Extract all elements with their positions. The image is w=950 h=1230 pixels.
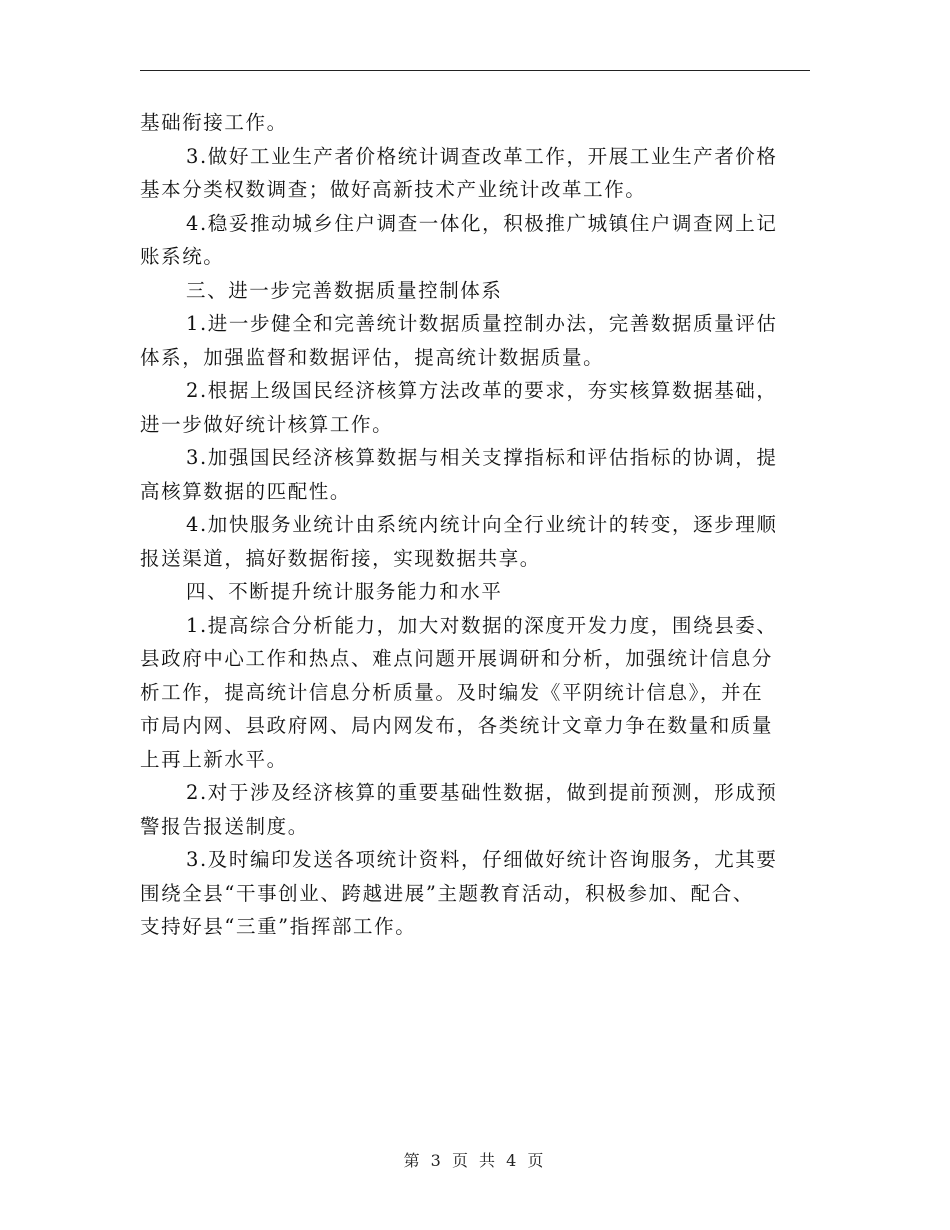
text-line: 4.稳妥推动城乡住户调查一体化，积极推广城镇住户调查网上记 xyxy=(186,211,778,235)
text-line: 围绕全县“干事创业、跨越进展”主题教育活动，积极参加、配合、 xyxy=(140,881,754,905)
text-line: 2.对于涉及经济核算的重要基础性数据，做到提前预测，形成预 xyxy=(186,781,778,804)
text-line: 基础衔接工作。 xyxy=(140,111,288,134)
text-line: 3.加强国民经济核算数据与相关支撑指标和评估指标的协调，提 xyxy=(186,446,778,469)
text-line: 上再上新水平。 xyxy=(140,747,288,771)
text-line: 基本分类权数调查；做好高新技术产业统计改革工作。 xyxy=(140,178,647,201)
text-line: 市局内网、县政府网、局内网发布，各类统计文章力争在数量和质量 xyxy=(140,714,774,737)
text-line: 进一步做好统计核算工作。 xyxy=(140,412,394,436)
document-body xyxy=(140,106,800,944)
text-line: 3.及时编印发送各项统计资料，仔细做好统计咨询服务，尤其要 xyxy=(186,848,778,871)
text-line: 析工作，提高统计信息分析质量。及时编发《平阴统计信息》，并在 xyxy=(140,680,764,704)
text-line: 1.提高综合分析能力，加大对数据的深度开发力度，围绕县委、 xyxy=(186,613,778,637)
text-line: 2.根据上级国民经济核算方法改革的要求，夯实核算数据基础， xyxy=(186,379,778,402)
text-line: 1.进一步健全和完善统计数据质量控制办法，完善数据质量评估 xyxy=(186,312,778,335)
text-line: 支持好县“三重”指挥部工作。 xyxy=(140,915,417,938)
text-line: 警报告报送制度。 xyxy=(140,814,309,838)
page-number: 第 3 页 共 4 页 xyxy=(403,1151,547,1170)
text-line: 高核算数据的匹配性。 xyxy=(140,479,352,503)
text-line: 4.加快服务业统计由系统内统计向全行业统计的转变，逐步理顺 xyxy=(186,513,778,536)
section-heading: 四、不断提升统计服务能力和水平 xyxy=(186,580,503,603)
text-line: 体系，加强监督和数据评估，提高统计数据质量。 xyxy=(140,345,605,369)
header-rule xyxy=(140,70,810,71)
text-line: 县政府中心工作和热点、难点问题开展调研和分析，加强统计信息分 xyxy=(140,647,774,670)
text-line: 报送渠道，搞好数据衔接，实现数据共享。 xyxy=(140,546,541,570)
text-line: 3.做好工业生产者价格统计调查改革工作，开展工业生产者价格 xyxy=(186,144,778,168)
text-line: 账系统。 xyxy=(140,245,225,268)
section-heading: 三、进一步完善数据质量控制体系 xyxy=(186,278,503,302)
